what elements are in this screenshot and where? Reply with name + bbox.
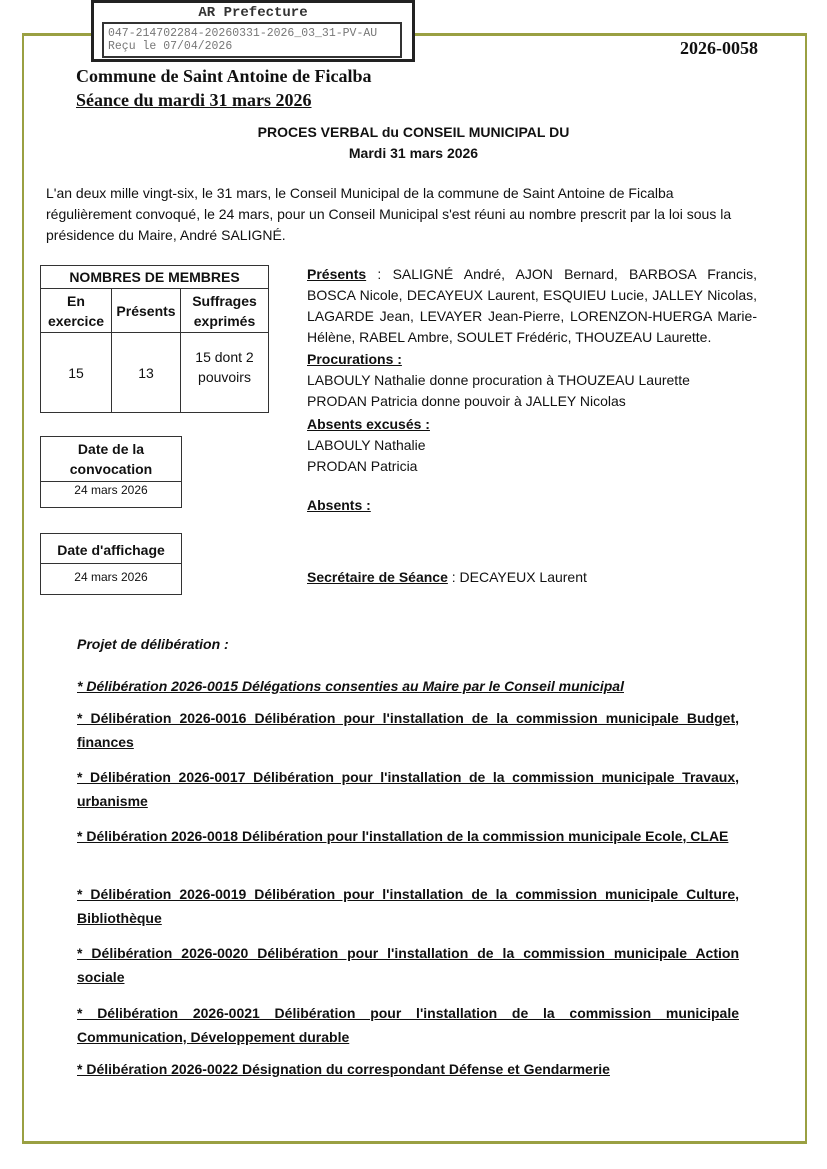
stamp-ref: 047-214702284-20260331-2026_03_31-PV-AU <box>108 27 378 40</box>
secretaire-label: Secrétaire de Séance <box>307 569 448 585</box>
prefecture-stamp <box>91 0 415 62</box>
value-en-exercice: 15 <box>41 333 112 413</box>
deliberation-item: * Délibération 2026-0021 Délibération pour l'installation de la commission municipale Communication, Développement durable <box>77 1005 739 1045</box>
deliberation-item: * Délibération 2026-0018 Délibération pour l'installation de la commission municipale Ecole, CLAE <box>77 828 729 844</box>
excuses-section <box>307 414 757 477</box>
stamp-received: Reçu le 07/04/2026 <box>108 40 233 53</box>
excuse-item: LABOULY Nathalie <box>307 437 426 453</box>
stamp-title: AR Prefecture <box>198 5 308 21</box>
projet-heading: Projet de délibération : <box>77 636 229 652</box>
procurations-section <box>307 349 757 412</box>
presents-label: Présents <box>307 266 367 282</box>
members-heading: NOMBRES DE MEMBRES <box>41 266 269 289</box>
affichage-date: 24 mars 2026 <box>74 570 148 584</box>
procuration-item: LABOULY Nathalie donne procuration à THOUZEAU Laurette <box>307 372 690 388</box>
procurations-label: Procurations : <box>307 351 402 367</box>
deliberation-item: * Délibération 2026-0020 Délibération pour l'installation de la commission municipale Action sociale <box>77 945 739 985</box>
deliberation-item: * Délibération 2026-0015 Délégations consenties au Maire par le Conseil municipal <box>77 678 624 694</box>
affichage-box <box>40 533 182 595</box>
seance-date: Séance du mardi 31 mars 2026 <box>76 90 312 110</box>
presents-section <box>307 264 757 348</box>
stamp-details <box>102 22 402 58</box>
affichage-label: Date d'affichage <box>41 534 181 564</box>
procuration-item: PRODAN Patricia donne pouvoir à JALLEY Nicolas <box>307 393 626 409</box>
commune-name: Commune de Saint Antoine de Ficalba <box>76 66 372 86</box>
secretaire-section <box>307 567 757 588</box>
secretaire-name: : DECAYEUX Laurent <box>447 569 587 585</box>
document-title: PROCES VERBAL du CONSEIL MUNICIPAL DU <box>257 124 570 140</box>
convocation-label: Date de la convocation <box>41 437 181 482</box>
convocation-date: 24 mars 2026 <box>74 483 148 497</box>
document-number: 2026-0058 <box>680 38 758 58</box>
members-table <box>40 265 269 413</box>
convocation-box <box>40 436 182 508</box>
deliberation-item: * Délibération 2026-0019 Délibération pour l'installation de la commission municipale Culture, Bibliothèque <box>77 886 739 926</box>
value-presents: 13 <box>112 333 181 413</box>
deliberation-item: * Délibération 2026-0017 Délibération pour l'installation de la commission municipale Travaux, urbanisme <box>77 769 739 809</box>
absents-section <box>307 495 757 516</box>
deliberation-item: * Délibération 2026-0022 Désignation du correspondant Défense et Gendarmerie <box>77 1061 610 1077</box>
presents-list: : SALIGNÉ André, AJON Bernard, BARBOSA Francis, BOSCA Nicole, DECAYEUX Laurent, ESQUIEU Lucie, JALLEY Nicolas, LAGARDE Jean, LEVAYER Jean-Pierre, LORENZON-HUERGA Marie-Hélène, RABEL Ambre, SOULET Frédéric, THOUZEAU Laurette. <box>307 266 757 345</box>
excuse-item: PRODAN Patricia <box>307 458 418 474</box>
intro-paragraph: L'an deux mille vingt-six, le 31 mars, le Conseil Municipal de la commune de Saint Antoine de Ficalba régulièrement convoqué, le 24 mars, pour un Conseil Municipal s'est réuni au nombre prescrit par la loi sous la présidence du Maire, André SALIGNÉ. <box>46 185 732 243</box>
col-presents: Présents <box>112 289 181 333</box>
excuses-label: Absents excusés : <box>307 416 430 432</box>
col-suffrages: Suffrages exprimés <box>181 289 269 333</box>
col-en-exercice: En exercice <box>41 289 112 333</box>
absents-label: Absents : <box>307 497 371 513</box>
value-suffrages: 15 dont 2 pouvoirs <box>181 333 269 413</box>
deliberation-item: * Délibération 2026-0016 Délibération pour l'installation de la commission municipale Budget, finances <box>77 710 739 750</box>
document-subtitle: Mardi 31 mars 2026 <box>348 145 479 161</box>
